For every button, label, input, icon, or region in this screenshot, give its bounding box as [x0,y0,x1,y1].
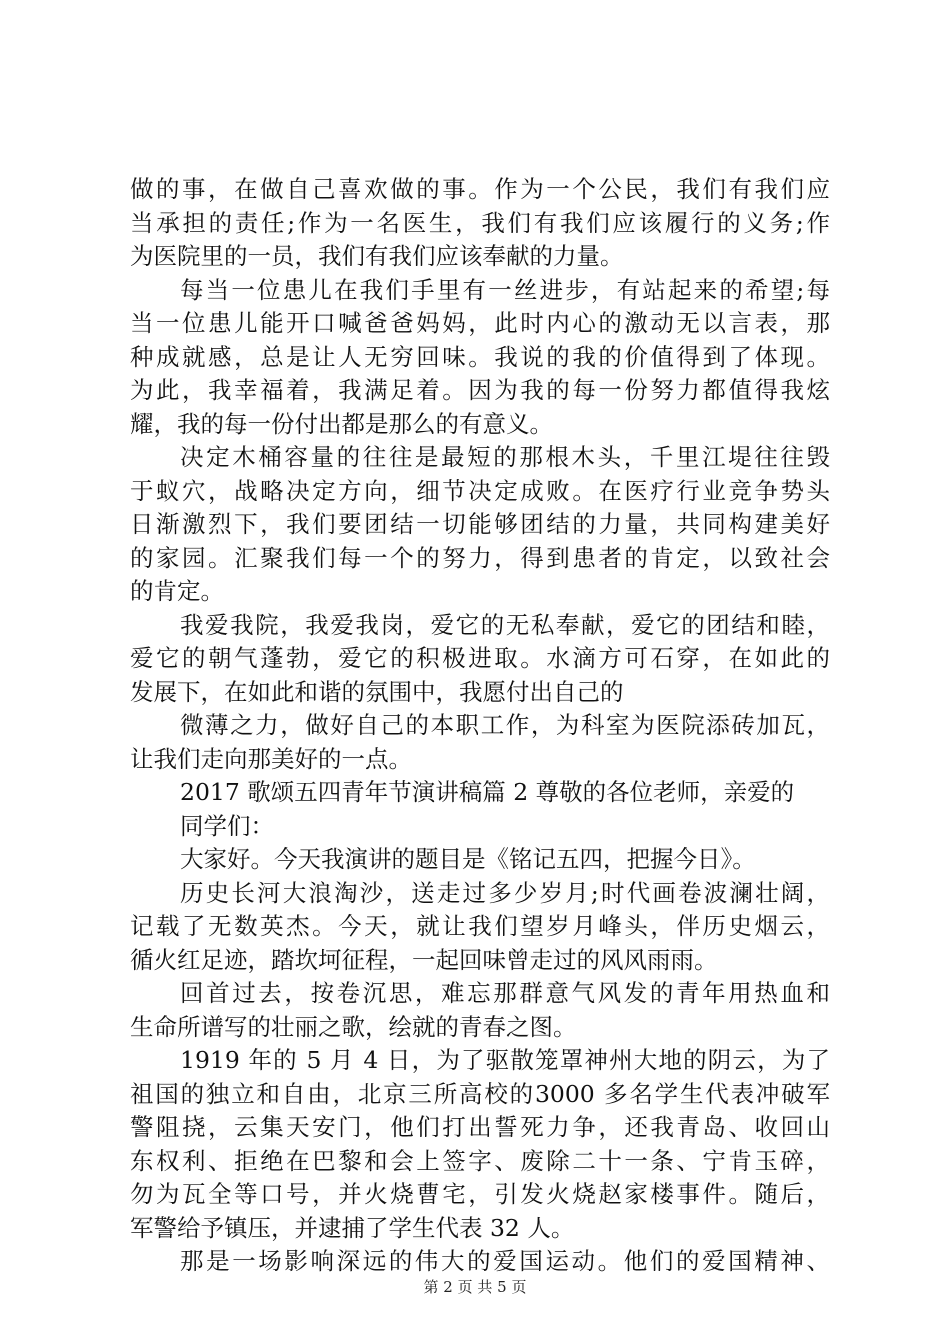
text-line: 发展下，在如此和谐的氛围中，我愿付出自己的 [130,677,624,706]
text-line: 那是一场影响深远的伟大的爱国运动。他们的爱国精神、 [180,1247,830,1275]
text-line: 祖国的独立和自由，北京三所高校的3000 多名学生代表冲破军 [130,1079,830,1108]
text-line: 东权利、拒绝在巴黎和会上签字、废除二十一条、宁肯玉碎， [130,1146,830,1175]
text-line: 记载了无数英杰。今天，就让我们望岁月峰头，伴历史烟云， [130,912,830,940]
text-line: 历史长河大浪淘沙，送走过多少岁月;时代画卷波澜壮阔， [180,878,830,907]
text-line: 让我们走向那美好的一点。 [130,744,412,773]
text-line: 我爱我院，我爱我岗，爱它的无私奉献，爱它的团结和睦， [180,610,830,639]
text-line: 勿为瓦全等口号，并火烧曹宅，引发火烧赵家楼事件。随后， [130,1180,830,1208]
text-line: 做的事，在做自己喜欢做的事。作为一个公民，我们有我们应 [130,175,830,203]
text-line: 当承担的责任;作为一名医生，我们有我们应该履行的义务;作 [130,208,830,237]
text-line: 当一位患儿能开口喊爸爸妈妈，此时内心的激动无以言表，那 [130,309,830,337]
text-line: 回首过去，按卷沉思，难忘那群意气风发的青年用热血和 [180,979,830,1007]
text-line: 1919 年的 5 月 4 日，为了驱散笼罩神州大地的阴云，为了 [180,1046,830,1074]
text-line: 循火红足迹，踏坎坷征程，一起回味曾走过的风风雨雨。 [130,945,718,974]
text-line: 爱它的朝气蓬勃，爱它的积极进取。水滴方可石穿，在如此的 [130,644,830,672]
text-line: 同学们： [180,811,274,840]
text-line: 日渐激烈下，我们要团结一切能够团结的力量，共同构建美好 [130,510,830,538]
text-line: 大家好。今天我演讲的题目是《铭记五四，把握今日》。 [180,845,756,873]
text-line: 生命所谱写的壮丽之歌，绘就的青春之图。 [130,1012,577,1041]
text-line: 的家园。汇聚我们每一个的努力，得到患者的肯定，以致社会 [130,543,830,572]
text-line: 的肯定。 [130,577,224,605]
text-line: 2017 歌颂五四青年节演讲稿篇 2 尊敬的各位老师，亲爱的 [180,778,795,806]
text-line: 每当一位患儿在我们手里有一丝进步，有站起来的希望;每 [180,275,830,304]
text-line: 种成就感，总是让人无穷回味。我说的我的价值得到了体现。 [130,342,830,371]
document-body [130,173,830,1279]
text-line: 军警给予镇压，并逮捕了学生代表 32 人。 [130,1213,575,1242]
text-line: 决定木桶容量的往往是最短的那根木头，千里江堤往往毁 [180,443,830,471]
text-line: 耀，我的每一份付出都是那么的有意义。 [130,409,553,438]
text-line: 警阻挠，云集天安门，他们打出誓死力争，还我青岛、收回山 [130,1113,830,1141]
text-line: 于蚁穴，战略决定方向，细节决定成败。在医疗行业竞争势头 [130,476,830,505]
text-line: 微薄之力，做好自己的本职工作，为科室为医院添砖加瓦， [180,711,830,739]
text-line: 为此，我幸福着，我满足着。因为我的每一份努力都值得我炫 [130,376,830,404]
page-footer: 第 2 页 共 5 页 [423,1278,527,1296]
text-line: 为医院里的一员，我们有我们应该奉献的力量。 [130,242,624,270]
